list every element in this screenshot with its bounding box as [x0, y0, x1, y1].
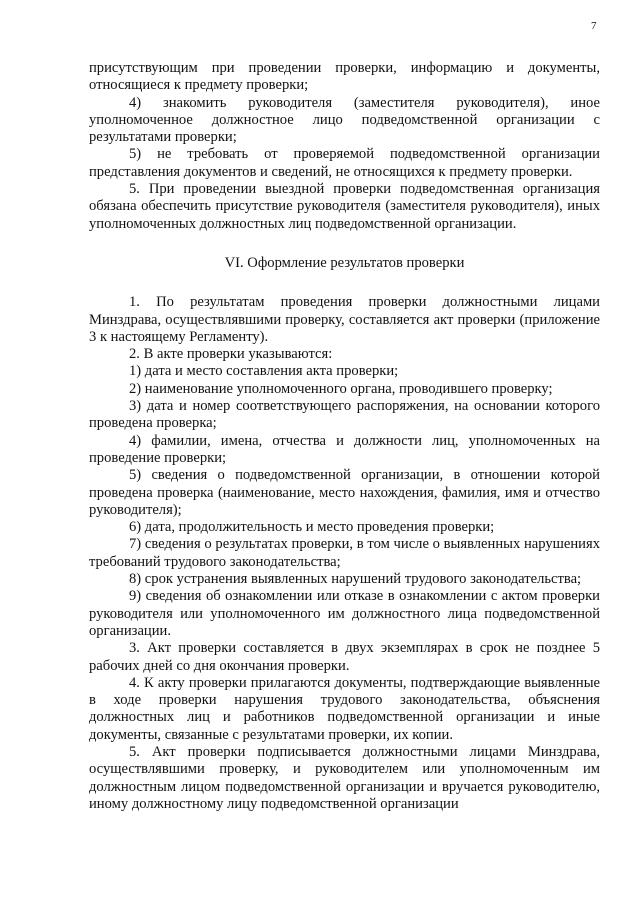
paragraph-clause-5: 5. При проведении выездной проверки подведомственная организация обязана обеспечить присутствие руководителя (заместителя руководителя), иных уполномоченных должностных лиц подведомственной организации. [89, 181, 600, 232]
paragraph-clause-4: 4. К акту проверки прилагаются документы, подтверждающие выявленные в ходе проверки нарушения трудового законодательства, объяснения должностных лиц и работников подведомственной организации и иные документы, связанные с результатами проверки, их копии. [89, 674, 600, 743]
list-item-1: 1) дата и место составления акта проверки; [129, 363, 399, 380]
list-item-3: 3) дата и номер соответствующего распоряжения, на основании которого проведена проверка; [89, 398, 600, 432]
paragraph-continued: присутствующим при проведении проверки, информацию и документы, относящиеся к предмету проверки; [89, 60, 600, 94]
list-item-8: 8) срок устранения выявленных нарушений трудового законодательства; [129, 571, 582, 588]
list-item-2: 2) наименование уполномоченного органа, проводившего проверку; [129, 380, 553, 397]
paragraph-clause-2: 2. В акте проверки указываются: [129, 346, 333, 363]
paragraph-clause-1: 1. По результатам проведения проверки должностными лицами Минздрава, осуществлявшими проверку, составляется акт проверки (приложение 3 к настоящему Регламенту). [89, 294, 600, 345]
paragraph-clause-5-act: 5. Акт проверки подписывается должностными лицами Минздрава, осуществлявшими проверку, и руководителем или уполномоченным им должностным лицом подведомственной организации и вручается руководителю, иному должностному лицу подведомственной организации [89, 743, 600, 812]
document-body [89, 60, 600, 813]
list-item-4: 4) фамилии, имена, отчества и должности лиц, уполномоченных на проведение проверки; [89, 432, 600, 466]
paragraph-clause-3: 3. Акт проверки составляется в двух экземплярах в срок не позднее 5 рабочих дней со дня окончания проверки. [89, 640, 600, 674]
page-number: 7 [591, 20, 597, 32]
list-item-7: 7) сведения о результатах проверки, в том числе о выявленных нарушениях требований трудового законодательства; [89, 536, 600, 570]
paragraph-item-5: 5) не требовать от проверяемой подведомственной организации представления документов и сведений, не относящихся к предмету проверки. [89, 146, 600, 180]
list-item-6: 6) дата, продолжительность и место проведения проверки; [129, 519, 495, 536]
paragraph-item-4: 4) знакомить руководителя (заместителя руководителя), иное уполномоченное должностное лицо подведомственной организации с результатами проверки; [89, 94, 600, 146]
list-item-9: 9) сведения об ознакомлении или отказе в ознакомлении с актом проверки руководителя или уполномоченного им должностного лица подведомственной организации. [89, 588, 600, 639]
section-title: VI. Оформление результатов проверки [224, 254, 465, 271]
list-item-5: 5) сведения о подведомственной организации, в отношении которой проведена проверка (наименование, место нахождения, фамилия, имя и отчество руководителя); [89, 467, 600, 518]
